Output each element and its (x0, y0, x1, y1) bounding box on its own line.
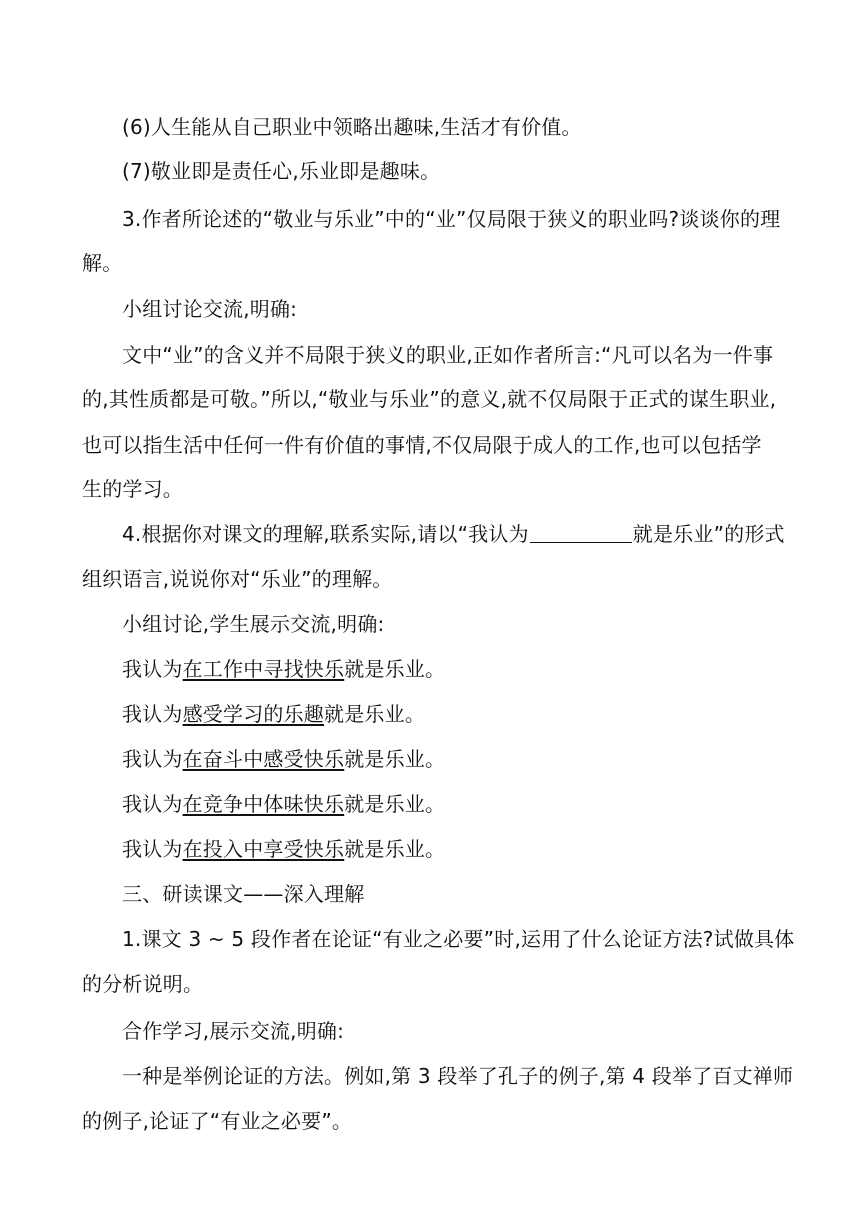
paragraph-line: (7)敬业即是责任心,乐业即是趣味。 (122, 159, 441, 183)
example-underlined: 在工作中寻找快乐 (182, 657, 345, 681)
example-prefix: 我认为 (122, 837, 183, 861)
fill-in-blank (530, 524, 632, 543)
example-underlined: 在竞争中体味快乐 (182, 792, 345, 816)
example-prefix: 我认为 (122, 792, 183, 816)
example-underlined: 在奋斗中感受快乐 (182, 747, 345, 771)
question-line: 组织语言,说说你对“乐业”的理解。 (82, 567, 393, 591)
example-prefix: 我认为 (122, 702, 183, 726)
example-underlined: 感受学习的乐趣 (182, 702, 325, 726)
question-text-end: 就是乐业”的形式 (632, 522, 785, 546)
example-underlined: 在投入中享受快乐 (182, 837, 345, 861)
question-line (122, 521, 822, 547)
answer-line: 一种是举例论证的方法。例如,第 3 段举了孔子的例子,第 4 段举了百丈禅师 (122, 1064, 794, 1088)
answer-line: 也可以指生活中任何一件有价值的事情,不仅局限于成人的工作,也可以包括学 (82, 433, 762, 457)
answer-intro: 小组讨论交流,明确: (122, 297, 298, 321)
example-suffix: 就是乐业。 (324, 702, 426, 726)
question-line: 1.课文 3 ~ 5 段作者在论证“有业之必要”时,运用了什么论证方法?试做具体 (122, 927, 795, 951)
section-heading: 三、研读课文——深入理解 (122, 882, 365, 906)
answer-line: 文中“业”的含义并不局限于狭义的职业,正如作者所言:“凡可以名为一件事 (122, 343, 774, 367)
answer-intro: 合作学习,展示交流,明确: (122, 1019, 345, 1043)
question-line: 的分析说明。 (82, 972, 204, 996)
example-line (122, 746, 822, 772)
example-line (122, 836, 822, 862)
example-suffix: 就是乐业。 (344, 792, 446, 816)
example-line (122, 701, 822, 727)
example-suffix: 就是乐业。 (344, 747, 446, 771)
example-prefix: 我认为 (122, 747, 183, 771)
example-suffix: 就是乐业。 (344, 837, 446, 861)
answer-line: 的例子,论证了“有业之必要”。 (82, 1109, 353, 1133)
answer-line: 的,其性质都是可敬。”所以,“敬业与乐业”的意义,就不仅局限于正式的谋生职业, (82, 387, 777, 411)
question-text-start: 4.根据你对课文的理解,联系实际,请以“我认为 (122, 522, 529, 546)
answer-intro: 小组讨论,学生展示交流,明确: (122, 612, 385, 636)
question-line: 3.作者所论述的“敬业与乐业”中的“业”仅局限于狭义的职业吗?谈谈你的理 (122, 207, 781, 231)
question-line: 解。 (82, 251, 123, 275)
paragraph-line: (6)人生能从自己职业中领略出趣味,生活才有价值。 (122, 115, 582, 139)
example-line (122, 791, 822, 817)
example-prefix: 我认为 (122, 657, 183, 681)
answer-line: 生的学习。 (82, 477, 183, 501)
example-suffix: 就是乐业。 (344, 657, 446, 681)
example-line (122, 656, 822, 682)
